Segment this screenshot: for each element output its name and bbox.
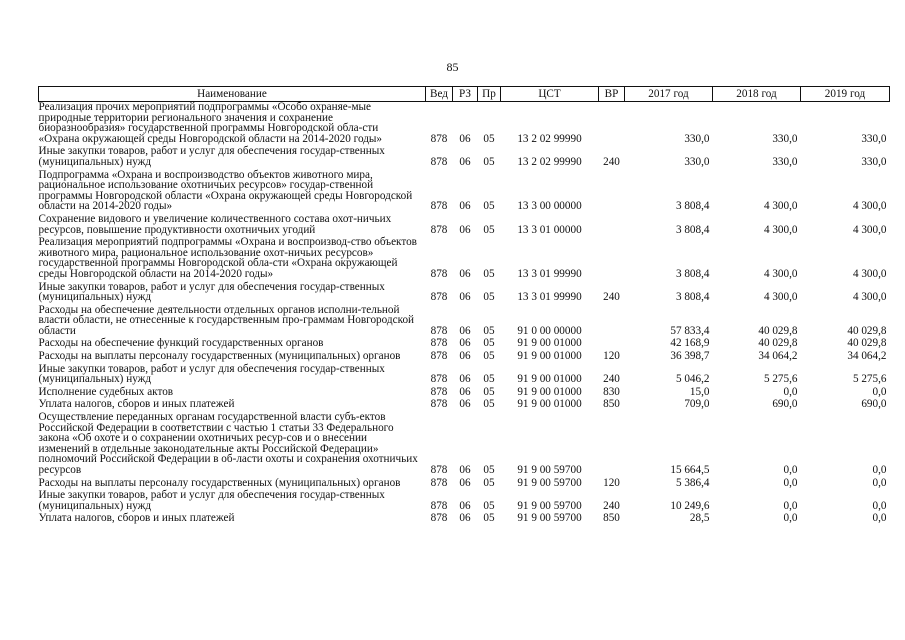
row-name: Реализация прочих мероприятий подпрограммы «Особо охраняе-мые природные территории регионального значения и сохранение биоразнообразия» государственной программы Новгородской обла-сти «Охрана окружающей среды Новгородской области на 2014-2020 годы» bbox=[38, 101, 383, 145]
row-ved: 878 bbox=[430, 223, 448, 236]
row-ved: 878 bbox=[430, 373, 448, 386]
row-ved: 878 bbox=[430, 512, 448, 525]
row-pr: 05 bbox=[483, 267, 495, 280]
row-vr: 240 bbox=[603, 291, 620, 304]
row-pr: 05 bbox=[483, 337, 495, 350]
row-cst: 13 3 01 99990 bbox=[517, 267, 582, 280]
row-2017: 5 046,2 bbox=[675, 373, 710, 386]
row-2019: 34 064,2 bbox=[847, 350, 887, 363]
row-name: Расходы на обеспечение функций государственных органов bbox=[38, 337, 324, 350]
row-pr: 05 bbox=[483, 324, 495, 337]
row-name: Подпрограмма «Охрана и воспроизводство объектов животного мира, рациональное использование охотничьих ресурсов» государ-ственной программы Новгородской области «Охрана окружающей среды Новгородской области на 2014-2020 годы» bbox=[38, 168, 413, 213]
row-ved: 878 bbox=[430, 291, 448, 304]
page-number: 85 bbox=[446, 60, 459, 74]
table-row bbox=[39, 364, 890, 387]
row-2018: 690,0 bbox=[772, 398, 798, 411]
row-pr: 05 bbox=[483, 398, 495, 411]
row-2017: 709,0 bbox=[684, 398, 710, 411]
row-cst: 91 0 00 00000 bbox=[517, 324, 582, 337]
row-2019: 0,0 bbox=[872, 464, 887, 476]
row-2017: 10 249,6 bbox=[670, 499, 710, 512]
row-2019: 0,0 bbox=[872, 385, 887, 398]
row-ved: 878 bbox=[430, 324, 448, 337]
row-pr: 05 bbox=[483, 464, 495, 476]
row-2017: 42 168,9 bbox=[670, 337, 710, 350]
row-pr: 05 bbox=[483, 350, 495, 363]
row-2018: 330,0 bbox=[772, 132, 798, 145]
row-2017: 5 386,4 bbox=[675, 476, 710, 489]
row-name: Расходы на выплаты персоналу государственных (муниципальных) органов bbox=[38, 350, 401, 363]
row-cst: 91 9 00 01000 bbox=[517, 373, 582, 386]
row-cst: 13 3 01 00000 bbox=[517, 223, 582, 236]
row-rz: 06 bbox=[459, 291, 471, 304]
row-vr bbox=[599, 412, 625, 478]
row-name: Уплата налогов, сборов и иных платежей bbox=[38, 398, 235, 411]
table-row bbox=[39, 146, 890, 169]
table-row bbox=[39, 237, 890, 281]
row-2019: 0,0 bbox=[872, 499, 887, 512]
table-row bbox=[39, 282, 890, 305]
row-cst: 91 9 00 59700 bbox=[517, 476, 582, 489]
row-cst: 91 9 00 59700 bbox=[517, 464, 582, 476]
table-body bbox=[39, 102, 890, 526]
row-2017: 15 664,5 bbox=[670, 464, 710, 476]
table-row bbox=[39, 305, 890, 339]
row-rz: 06 bbox=[459, 155, 471, 168]
row-vr: 240 bbox=[603, 373, 620, 386]
row-ved: 878 bbox=[430, 350, 448, 363]
row-name: Сохранение видового и увеличение количественного состава охот-ничьих ресурсов, повышение продуктивности охотничьих угодий bbox=[38, 212, 392, 236]
row-name: Реализация мероприятий подпрограммы «Охрана и воспроизвод-ство объектов животного мира, рациональное использование охот-ничьих ресурсов» государственной программы Новгородской обла-сти «Охрана окружающей среды Новгородской области на 2014-2020 годы» bbox=[38, 236, 417, 280]
row-name: Исполнение судебных актов bbox=[38, 385, 174, 398]
row-2017: 3 808,4 bbox=[675, 200, 710, 213]
table-row bbox=[39, 513, 890, 526]
row-2018: 4 300,0 bbox=[763, 223, 798, 236]
row-2019: 690,0 bbox=[861, 398, 887, 411]
row-rz: 06 bbox=[459, 373, 471, 386]
row-2019: 330,0 bbox=[861, 132, 887, 145]
row-2018: 0,0 bbox=[783, 464, 798, 476]
header-row bbox=[39, 87, 890, 102]
row-2017: 15,0 bbox=[689, 385, 710, 398]
row-pr: 05 bbox=[483, 373, 495, 386]
row-ved: 878 bbox=[430, 155, 448, 168]
row-ved: 878 bbox=[430, 464, 448, 476]
table-row bbox=[39, 102, 890, 147]
row-2019: 4 300,0 bbox=[852, 267, 887, 280]
row-rz: 06 bbox=[459, 337, 471, 350]
row-2018: 4 300,0 bbox=[763, 291, 798, 304]
year-2019-header: 2019 год bbox=[801, 87, 890, 102]
row-pr: 05 bbox=[483, 223, 495, 236]
row-vr bbox=[599, 214, 625, 237]
row-2018: 0,0 bbox=[783, 476, 798, 489]
row-cst: 13 3 00 00000 bbox=[517, 200, 582, 213]
row-rz: 06 bbox=[459, 398, 471, 411]
row-pr: 05 bbox=[483, 499, 495, 512]
row-rz: 06 bbox=[459, 223, 471, 236]
row-2019: 4 300,0 bbox=[852, 223, 887, 236]
row-2018: 0,0 bbox=[783, 499, 798, 512]
row-rz: 06 bbox=[459, 512, 471, 525]
row-2019: 0,0 bbox=[872, 476, 887, 489]
row-ved: 878 bbox=[430, 200, 448, 213]
row-rz: 06 bbox=[459, 385, 471, 398]
row-2018: 40 029,8 bbox=[758, 324, 798, 337]
row-name: Иные закупки товаров, работ и услуг для обеспечения государ-ственных (муниципальных) нужд bbox=[38, 362, 385, 386]
row-cst: 91 9 00 59700 bbox=[517, 512, 582, 525]
name-header: Наименование bbox=[39, 87, 426, 102]
row-pr: 05 bbox=[483, 385, 495, 398]
row-pr: 05 bbox=[483, 512, 495, 525]
table-row bbox=[39, 214, 890, 237]
row-ved: 878 bbox=[430, 132, 448, 145]
row-2017: 330,0 bbox=[684, 155, 710, 168]
ved-header: Вед bbox=[426, 87, 453, 102]
row-2018: 5 275,6 bbox=[763, 373, 798, 386]
row-2017: 330,0 bbox=[684, 132, 710, 145]
row-vr bbox=[599, 237, 625, 281]
row-2019: 4 300,0 bbox=[852, 200, 887, 213]
table-row bbox=[39, 170, 890, 214]
row-cst: 91 9 00 01000 bbox=[517, 350, 582, 363]
row-cst: 91 9 00 01000 bbox=[517, 385, 582, 398]
row-2017: 3 808,4 bbox=[675, 267, 710, 280]
row-name: Иные закупки товаров, работ и услуг для обеспечения государ-ственных (муниципальных) нужд bbox=[38, 280, 385, 304]
row-pr: 05 bbox=[483, 291, 495, 304]
row-vr: 120 bbox=[603, 350, 620, 363]
row-2019: 40 029,8 bbox=[847, 324, 887, 337]
row-cst: 13 3 01 99990 bbox=[517, 291, 582, 304]
row-rz: 06 bbox=[459, 464, 471, 476]
row-name: Расходы на выплаты персоналу государственных (муниципальных) органов bbox=[38, 476, 401, 489]
row-vr: 830 bbox=[603, 385, 620, 398]
row-name: Осуществление переданных органам государственной власти субъ-ектов Российской Федерации в соответствии с частью 1 статьи 33 Федерального закона «Об охоте и о сохранении охотничьих ресур-сов и о внесении изменений в отдельные законодательные акты Российской Федерации» полномочий Российской Федерации в об-ласти охоты и сохранения охотничьих ресурсов bbox=[38, 411, 418, 476]
row-2018: 330,0 bbox=[772, 155, 798, 168]
budget-table bbox=[38, 86, 890, 526]
row-ved: 878 bbox=[430, 398, 448, 411]
row-2018: 0,0 bbox=[783, 385, 798, 398]
row-ved: 878 bbox=[430, 499, 448, 512]
row-2017: 3 808,4 bbox=[675, 223, 710, 236]
row-vr: 240 bbox=[603, 155, 620, 168]
row-2019: 40 029,8 bbox=[847, 337, 887, 350]
row-vr: 120 bbox=[603, 476, 620, 489]
row-vr: 850 bbox=[603, 512, 620, 525]
row-ved: 878 bbox=[430, 385, 448, 398]
row-2019: 4 300,0 bbox=[852, 291, 887, 304]
pr-header: Пр bbox=[478, 87, 501, 102]
row-rz: 06 bbox=[459, 350, 471, 363]
row-2017: 3 808,4 bbox=[675, 291, 710, 304]
row-name: Расходы на обеспечение деятельности отдельных органов исполни-тельной власти области, не отнесенные к государственным про-граммам Новгородской области bbox=[38, 303, 415, 337]
row-rz: 06 bbox=[459, 324, 471, 337]
table-row bbox=[39, 490, 890, 513]
row-2019: 5 275,6 bbox=[852, 373, 887, 386]
row-vr: 240 bbox=[603, 499, 620, 512]
row-name: Уплата налогов, сборов и иных платежей bbox=[38, 512, 235, 525]
row-ved: 878 bbox=[430, 337, 448, 350]
row-rz: 06 bbox=[459, 132, 471, 145]
row-2018: 4 300,0 bbox=[763, 267, 798, 280]
row-vr bbox=[599, 170, 625, 214]
row-rz: 06 bbox=[459, 267, 471, 280]
cst-header: ЦСТ bbox=[501, 87, 599, 102]
row-2019: 330,0 bbox=[861, 155, 887, 168]
row-2017: 36 398,7 bbox=[670, 350, 710, 363]
row-2018: 0,0 bbox=[783, 512, 798, 525]
row-ved: 878 bbox=[430, 476, 448, 489]
row-2017: 57 833,4 bbox=[670, 324, 710, 337]
row-rz: 06 bbox=[459, 200, 471, 213]
year-2017-header: 2017 год bbox=[625, 87, 713, 102]
year-2018-header: 2018 год bbox=[713, 87, 801, 102]
row-ved: 878 bbox=[430, 267, 448, 280]
row-cst: 91 9 00 59700 bbox=[517, 499, 582, 512]
row-2019: 0,0 bbox=[872, 512, 887, 525]
row-name: Иные закупки товаров, работ и услуг для обеспечения государ-ственных (муниципальных) нужд bbox=[38, 145, 385, 168]
row-pr: 05 bbox=[483, 132, 495, 145]
vr-header: ВР bbox=[599, 87, 625, 102]
row-pr: 05 bbox=[483, 155, 495, 168]
rz-header: РЗ bbox=[453, 87, 478, 102]
row-cst: 91 9 00 01000 bbox=[517, 398, 582, 411]
row-pr: 05 bbox=[483, 200, 495, 213]
row-name: Иные закупки товаров, работ и услуг для обеспечения государ-ственных (муниципальных) нужд bbox=[38, 489, 385, 512]
row-rz: 06 bbox=[459, 499, 471, 512]
table-header bbox=[39, 87, 890, 102]
row-vr bbox=[599, 305, 625, 339]
table-row bbox=[39, 351, 890, 364]
row-rz: 06 bbox=[459, 476, 471, 489]
row-cst: 13 2 02 99990 bbox=[517, 155, 582, 168]
row-2018: 40 029,8 bbox=[758, 337, 798, 350]
row-2018: 4 300,0 bbox=[763, 200, 798, 213]
row-pr: 05 bbox=[483, 476, 495, 489]
table-row bbox=[39, 412, 890, 478]
row-cst: 13 2 02 99990 bbox=[517, 132, 582, 145]
row-cst: 91 9 00 01000 bbox=[517, 337, 582, 350]
row-vr: 850 bbox=[603, 398, 620, 411]
row-vr bbox=[599, 102, 625, 147]
row-2017: 28,5 bbox=[689, 512, 710, 525]
row-2018: 34 064,2 bbox=[758, 350, 798, 363]
